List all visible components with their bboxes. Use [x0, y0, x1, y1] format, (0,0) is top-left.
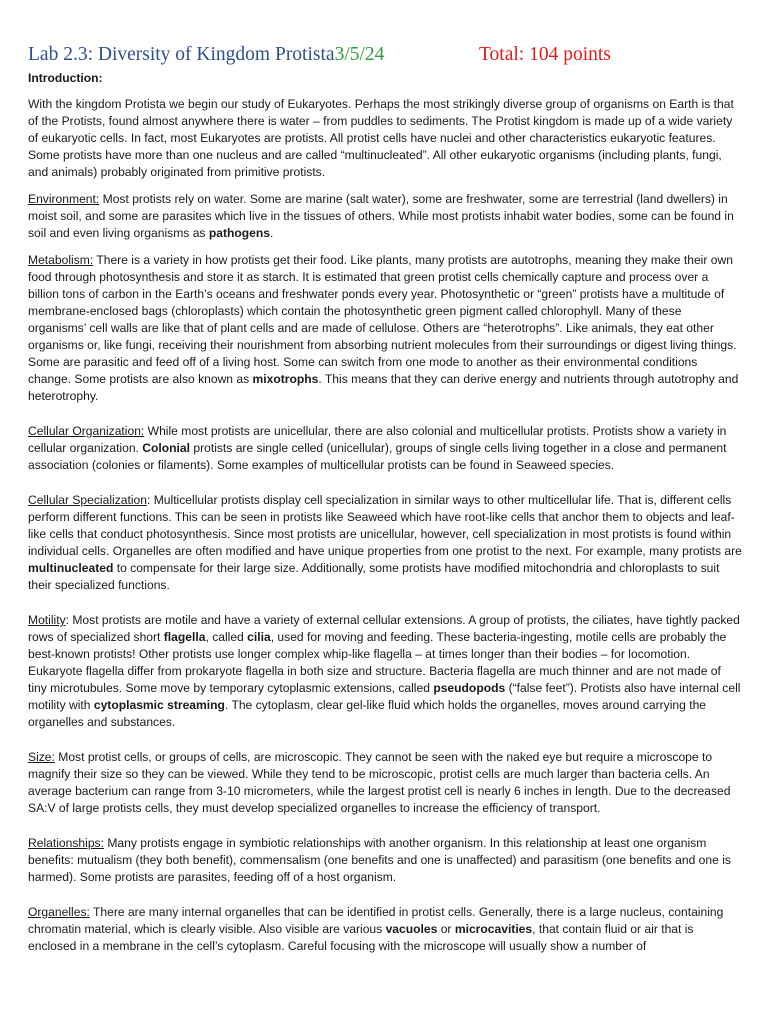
- environment-text: Most protists rely on water. Some are marine (salt water), some are freshwater, some are terrestrial (land dwellers) in moist soil, and some are parasites which live in the tissues of others. While most protists inhabit water bodies, some can be found in soil and even living organisms as: [28, 192, 734, 240]
- microcavities-term: microcavities: [454, 922, 533, 936]
- motility-label: Motility: [28, 613, 66, 627]
- cellular-organization-text: While most protists are unicellular, there are also colonial and multicellular protists. Protists show a variety in cellular organization.: [28, 424, 727, 455]
- cellular-organization-label: Cellular Organization:: [28, 424, 145, 438]
- metabolism-end: . This means that they can derive energy and nutrients through autotrophy and heterotrophy.: [28, 372, 739, 403]
- motility-text-2: , called: [205, 630, 248, 644]
- metabolism-paragraph: [28, 252, 742, 405]
- document-page: [28, 42, 742, 955]
- title-row: [28, 42, 742, 68]
- cellular-specialization-label: Cellular Specialization: [28, 493, 147, 507]
- organelles-text-3: , that contain fluid or air that is enclosed in a membrane in the cell’s cytoplasm. Careful focusing with the microscope will usually show a number of: [28, 922, 694, 953]
- cellular-specialization-end: to compensate for their large size. Additionally, some protists have modified mitochondria and chloroplasts to suit their specialized functions.: [28, 561, 720, 592]
- colonial-term: Colonial: [142, 441, 190, 455]
- environment-paragraph: [28, 191, 742, 242]
- motility-text-1: : Most protists are motile and have a variety of external cellular extensions. A group of protists, the ciliates, have tightly packed rows of specialized short: [28, 613, 740, 644]
- motility-paragraph: [28, 612, 742, 731]
- pseudopods-term: pseudopods: [433, 681, 506, 695]
- organelles-label: Organelles:: [28, 905, 90, 919]
- motility-text-4: (“false feet”). Protists also have internal cell motility with: [28, 681, 741, 712]
- introduction-paragraph: With the kingdom Protista we begin our study of Eukaryotes. Perhaps the most strikingly diverse group of organisms on Earth is that of the Protists, found almost anywhere there is water – from puddles to sediments. The Protist kingdom is made up of a wide variety of eukaryotic cells. In fact, most Eukaryotes are protists. All protist cells have nuclei and other characteristics eukaryotic features. Some protists have more than one nucleus and are called “multinucleated”. All other eukaryotic organisms (including plants, fungi, and animals) probably originated from primitive protists.: [28, 97, 734, 179]
- organelles-paragraph: [28, 904, 742, 955]
- lab-title: Lab 2.3: Diversity of Kingdom Protista: [28, 44, 335, 65]
- metabolism-text: There is a variety in how protists get their food. Like plants, many protists are autotrophs, meaning they make their own food through photosynthesis and store it as starch. It is estimated that green protist cells chemically capture and process over a billion tons of carbon in the Earth’s oceans and freshwater ponds every year. Photosynthetic or “green” protists have a multitude of membrane-enclosed bags (chloroplasts) which contain the photosynthetic green pigment called chlorophyll. Many of these organisms’ cell walls are like that of plant cells and are made of cellulose. Others are “heterotrophs”. Like animals, they eat other organisms or, like fungi, receiving their nourishment from absorbing nutrient molecules from their surroundings or digest living things. Some are parasitic and feed off of a living host. Some can switch from one mode to another as their environmental conditions change. Some protists are also known as: [28, 253, 737, 386]
- mixotrophs-term: mixotrophs: [252, 372, 319, 386]
- cellular-organization-paragraph: [28, 423, 742, 474]
- cellular-organization-end: protists are single celled (unicellular), groups of single cells living together in a close and permanent association (colonies or filaments). Some examples of multicellular protists can be found in Seaweed species.: [28, 441, 727, 472]
- cytoplasmic-streaming-term: cytoplasmic streaming: [93, 698, 225, 712]
- size-paragraph: [28, 749, 742, 817]
- metabolism-label: Metabolism:: [28, 253, 94, 267]
- motility-text-3: , used for moving and feeding. These bacteria-ingesting, motile cells are probably the best-known protists! Other protists use longer complex whip-like flagella – at times longer than their bodies – for locomotion. Eukaryote flagella differ from prokaryote flagella in both size and structure. Bacteria flagella are much thinner and are not made of tiny microtubules. Some move by temporary cytoplasmic extensions, called: [28, 630, 727, 695]
- size-text: Most protist cells, or groups of cells, are microscopic. They cannot be seen with the naked eye but require a microscope to magnify their size so they can be viewed. While they tend to be microscopic, protist cells are much larger than bacteria cells. An average bacterium can range from 3-10 micrometers, while the largest protist cell is nearly 6 inches in length. Due to the decreased SA:V of large protists cells, they must develop specialized organelles to increase the efficiency of transport.: [28, 750, 731, 815]
- relationships-text: Many protists engage in symbiotic relationships with another organism. In this relationship at least one organism benefits: mutualism (they both benefit), commensalism (one benefits and one is unaffected) and parasitism (one benefits and one is harmed). Some protists are parasites, feeding off of a host organism.: [28, 836, 731, 884]
- size-label: Size:: [28, 750, 55, 764]
- cilia-term: cilia: [247, 630, 271, 644]
- relationships-paragraph: [28, 835, 742, 886]
- cellular-specialization-text: : Multicellular protists display cell specialization in similar ways to other multicellular life. That is, different cells perform different functions. This can be seen in protists like Seaweed which have root-like cells that anchor them to objects and leaf-like cells that conduct photosynthesis. Since most protists are unicellular, however, cell specialization in most protists is found within individual cells. Organelles are often modified and have unique properties from one protist to the next. For example, many protists are: [28, 493, 742, 558]
- lab-date: 3/5/24: [334, 44, 385, 65]
- total-points: Total: 104 points: [479, 44, 611, 65]
- pathogens-term: pathogens: [208, 226, 270, 240]
- environment-end: .: [269, 226, 274, 240]
- organelles-text-2: or: [437, 922, 455, 936]
- multinucleated-term: multinucleated: [28, 561, 114, 575]
- flagella-term: flagella: [163, 630, 206, 644]
- motility-text-5: . The cytoplasm, clear gel-like fluid which holds the organelles, moves around carrying the organelles and substances.: [28, 698, 707, 729]
- environment-label: Environment:: [28, 192, 100, 206]
- introduction-heading: Introduction:: [28, 71, 103, 85]
- relationships-label: Relationships:: [28, 836, 104, 850]
- cellular-specialization-paragraph: [28, 492, 742, 594]
- vacuoles-term: vacuoles: [385, 922, 438, 936]
- organelles-text-1: There are many internal organelles that can be identified in protist cells. Generally, there is a large nucleus, containing chromatin material, which is clearly visible. Also visible are various: [28, 905, 724, 936]
